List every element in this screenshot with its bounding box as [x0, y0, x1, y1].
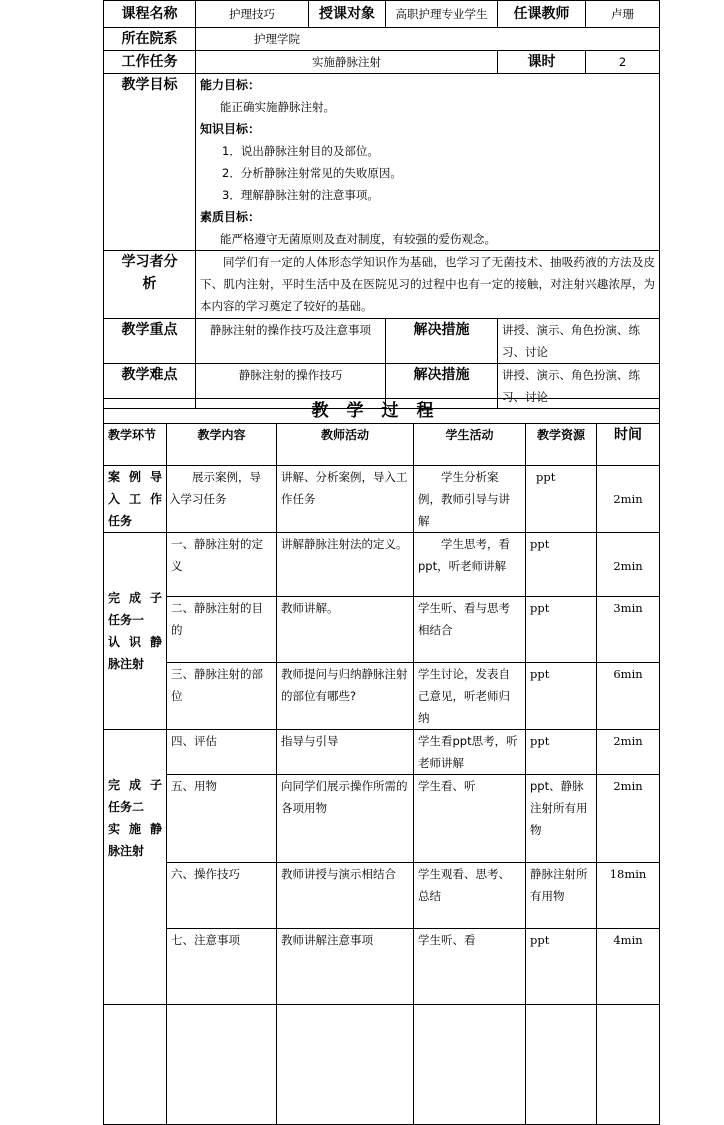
stage3-time: 2min	[597, 730, 660, 775]
table-row	[104, 863, 660, 929]
course-name-value: 护理技巧	[196, 1, 309, 28]
stage3-teacher: 教师讲解注意事项	[277, 929, 414, 1005]
difficulty-measure-label: 解决措施	[386, 364, 498, 409]
stage3-teacher: 教师讲授与演示相结合	[277, 863, 414, 929]
difficulty-label: 教学难点	[104, 364, 196, 409]
stage2-teacher: 教师讲解。	[277, 597, 414, 663]
process-table	[103, 398, 660, 1125]
stage2-content: 一、静脉注射的定义	[167, 533, 277, 597]
key-measure-label: 解决措施	[386, 319, 498, 364]
col-teacher: 教师活动	[277, 424, 414, 466]
goals-label: 教学目标	[104, 74, 196, 251]
learner-label	[104, 251, 196, 319]
goals-content	[196, 74, 660, 251]
hours-value: 2	[586, 51, 660, 74]
knowledge-item: 3．理解静脉注射的注意事项。	[222, 188, 379, 202]
col-time: 时间	[597, 424, 660, 466]
next-stage-time	[597, 1005, 660, 1125]
stage3-content: 五、用物	[167, 775, 277, 863]
key-text: 静脉注射的操作技巧及注意事项	[196, 319, 386, 364]
table-row	[104, 929, 660, 1005]
learner-label-line1: 学习者分	[121, 254, 178, 270]
table-row	[104, 1005, 660, 1125]
stage2-resource: ppt	[526, 533, 597, 597]
task-label: 工作任务	[104, 51, 196, 74]
knowledge-item: 1．说出静脉注射目的及部位。	[222, 144, 379, 158]
stage3-time: 4min	[597, 929, 660, 1005]
table-row	[104, 597, 660, 663]
dept-label: 所在院系	[104, 28, 196, 51]
stage3-time: 2min	[597, 775, 660, 863]
header-table	[103, 0, 660, 409]
knowledge-item: 2．分析静脉注射常见的失败原因。	[222, 166, 402, 180]
next-stage-resource	[526, 1005, 597, 1125]
quality-title: 素质目标：	[200, 210, 261, 224]
ability-title: 能力目标：	[200, 78, 261, 92]
stage3-name: 完成子 任务二 实施静 脉注射	[104, 730, 167, 1005]
learner-text: 同学们有一定的人体形态学知识作为基础，也学习了无菌技术、抽吸药液的方法及皮下、肌内注射，平时生活中及在医院见习的过程中也有一定的接触，对注射兴趣浓厚，为本内容的学习奠定了较好的基础。	[196, 251, 660, 319]
table-row	[104, 663, 660, 730]
col-student: 学生活动	[414, 424, 526, 466]
stage2-time: 6min	[597, 663, 660, 730]
stage2-time: 3min	[597, 597, 660, 663]
key-label: 教学重点	[104, 319, 196, 364]
next-stage-student	[414, 1005, 526, 1125]
stage1-content: 展示案例，导入学习任务	[167, 466, 277, 533]
stage1-name: 案例导 入工作 任务	[104, 466, 167, 533]
stage2-resource: ppt	[526, 597, 597, 663]
stage3-time: 18min	[597, 863, 660, 929]
difficulty-measure: 讲授、演示、角色扮演、练习、讨论	[498, 364, 660, 409]
learner-label-line2: 析	[142, 276, 157, 292]
difficulty-text: 静脉注射的操作技巧	[196, 364, 386, 409]
stage1-time: 2min	[597, 466, 660, 533]
knowledge-title: 知识目标：	[200, 122, 261, 136]
task-value: 实施静脉注射	[196, 51, 498, 74]
stage3-teacher: 指导与引导	[277, 730, 414, 775]
stage2-student: 学生讨论，发表自己意见，听老师归纳	[414, 663, 526, 730]
stage2-content: 三、静脉注射的部位	[167, 663, 277, 730]
stage3-content: 七、注意事项	[167, 929, 277, 1005]
stage2-name: 完成子 任务一 认识静 脉注射	[104, 533, 167, 730]
stage2-resource: ppt	[526, 663, 597, 730]
target-label: 授课对象	[309, 1, 386, 28]
ability-text: 能正确实施静脉注射。	[220, 100, 335, 114]
stage3-teacher: 向同学们展示操作所需的各项用物	[277, 775, 414, 863]
stage3-content: 四、评估	[167, 730, 277, 775]
key-measure: 讲授、演示、角色扮演、练习、讨论	[498, 319, 660, 364]
next-stage-teacher	[277, 1005, 414, 1125]
stage2-teacher: 讲解静脉注射法的定义。	[277, 533, 414, 597]
stage2-student: 学生思考，看ppt，听老师讲解	[414, 533, 526, 597]
stage3-resource: 静脉注射所有用物	[526, 863, 597, 929]
table-row	[104, 775, 660, 863]
process-title: 教学过程	[104, 399, 660, 424]
stage1-resource: ppt	[526, 466, 597, 533]
table-row	[104, 533, 660, 597]
stage3-student: 学生听、看	[414, 929, 526, 1005]
course-name-label: 课程名称	[104, 1, 196, 28]
stage3-student: 学生观看、思考、总结	[414, 863, 526, 929]
table-row	[104, 730, 660, 775]
stage1-teacher: 讲解、分析案例，导入工作任务	[277, 466, 414, 533]
next-stage-content	[167, 1005, 277, 1125]
col-content: 教学内容	[167, 424, 277, 466]
next-stage-name	[104, 1005, 167, 1125]
col-resource: 教学资源	[526, 424, 597, 466]
stage3-resource: ppt、静脉注射所有用物	[526, 775, 597, 863]
table-row	[104, 466, 660, 533]
col-stage: 教学环节	[104, 424, 167, 466]
stage3-student: 学生看ppt思考，听老师讲解	[414, 730, 526, 775]
stage2-teacher: 教师提问与归纳静脉注射的部位有哪些?	[277, 663, 414, 730]
stage2-time: 2min	[597, 533, 660, 597]
teacher-value: 卢珊	[586, 1, 660, 28]
target-value: 高职护理专业学生	[386, 1, 498, 28]
quality-text: 能严格遵守无菌原则及查对制度，有较强的爱伤观念。	[220, 232, 496, 246]
stage3-resource: ppt	[526, 929, 597, 1005]
stage3-resource: ppt	[526, 730, 597, 775]
stage2-content: 二、静脉注射的目的	[167, 597, 277, 663]
dept-value: 护理学院	[196, 28, 660, 51]
stage3-content: 六、操作技巧	[167, 863, 277, 929]
stage1-student: 学生分析案例，教师引导与讲解	[414, 466, 526, 533]
stage3-student: 学生看、听	[414, 775, 526, 863]
hours-label: 课时	[498, 51, 586, 74]
teacher-label: 任课教师	[498, 1, 586, 28]
stage2-student: 学生听、看与思考相结合	[414, 597, 526, 663]
